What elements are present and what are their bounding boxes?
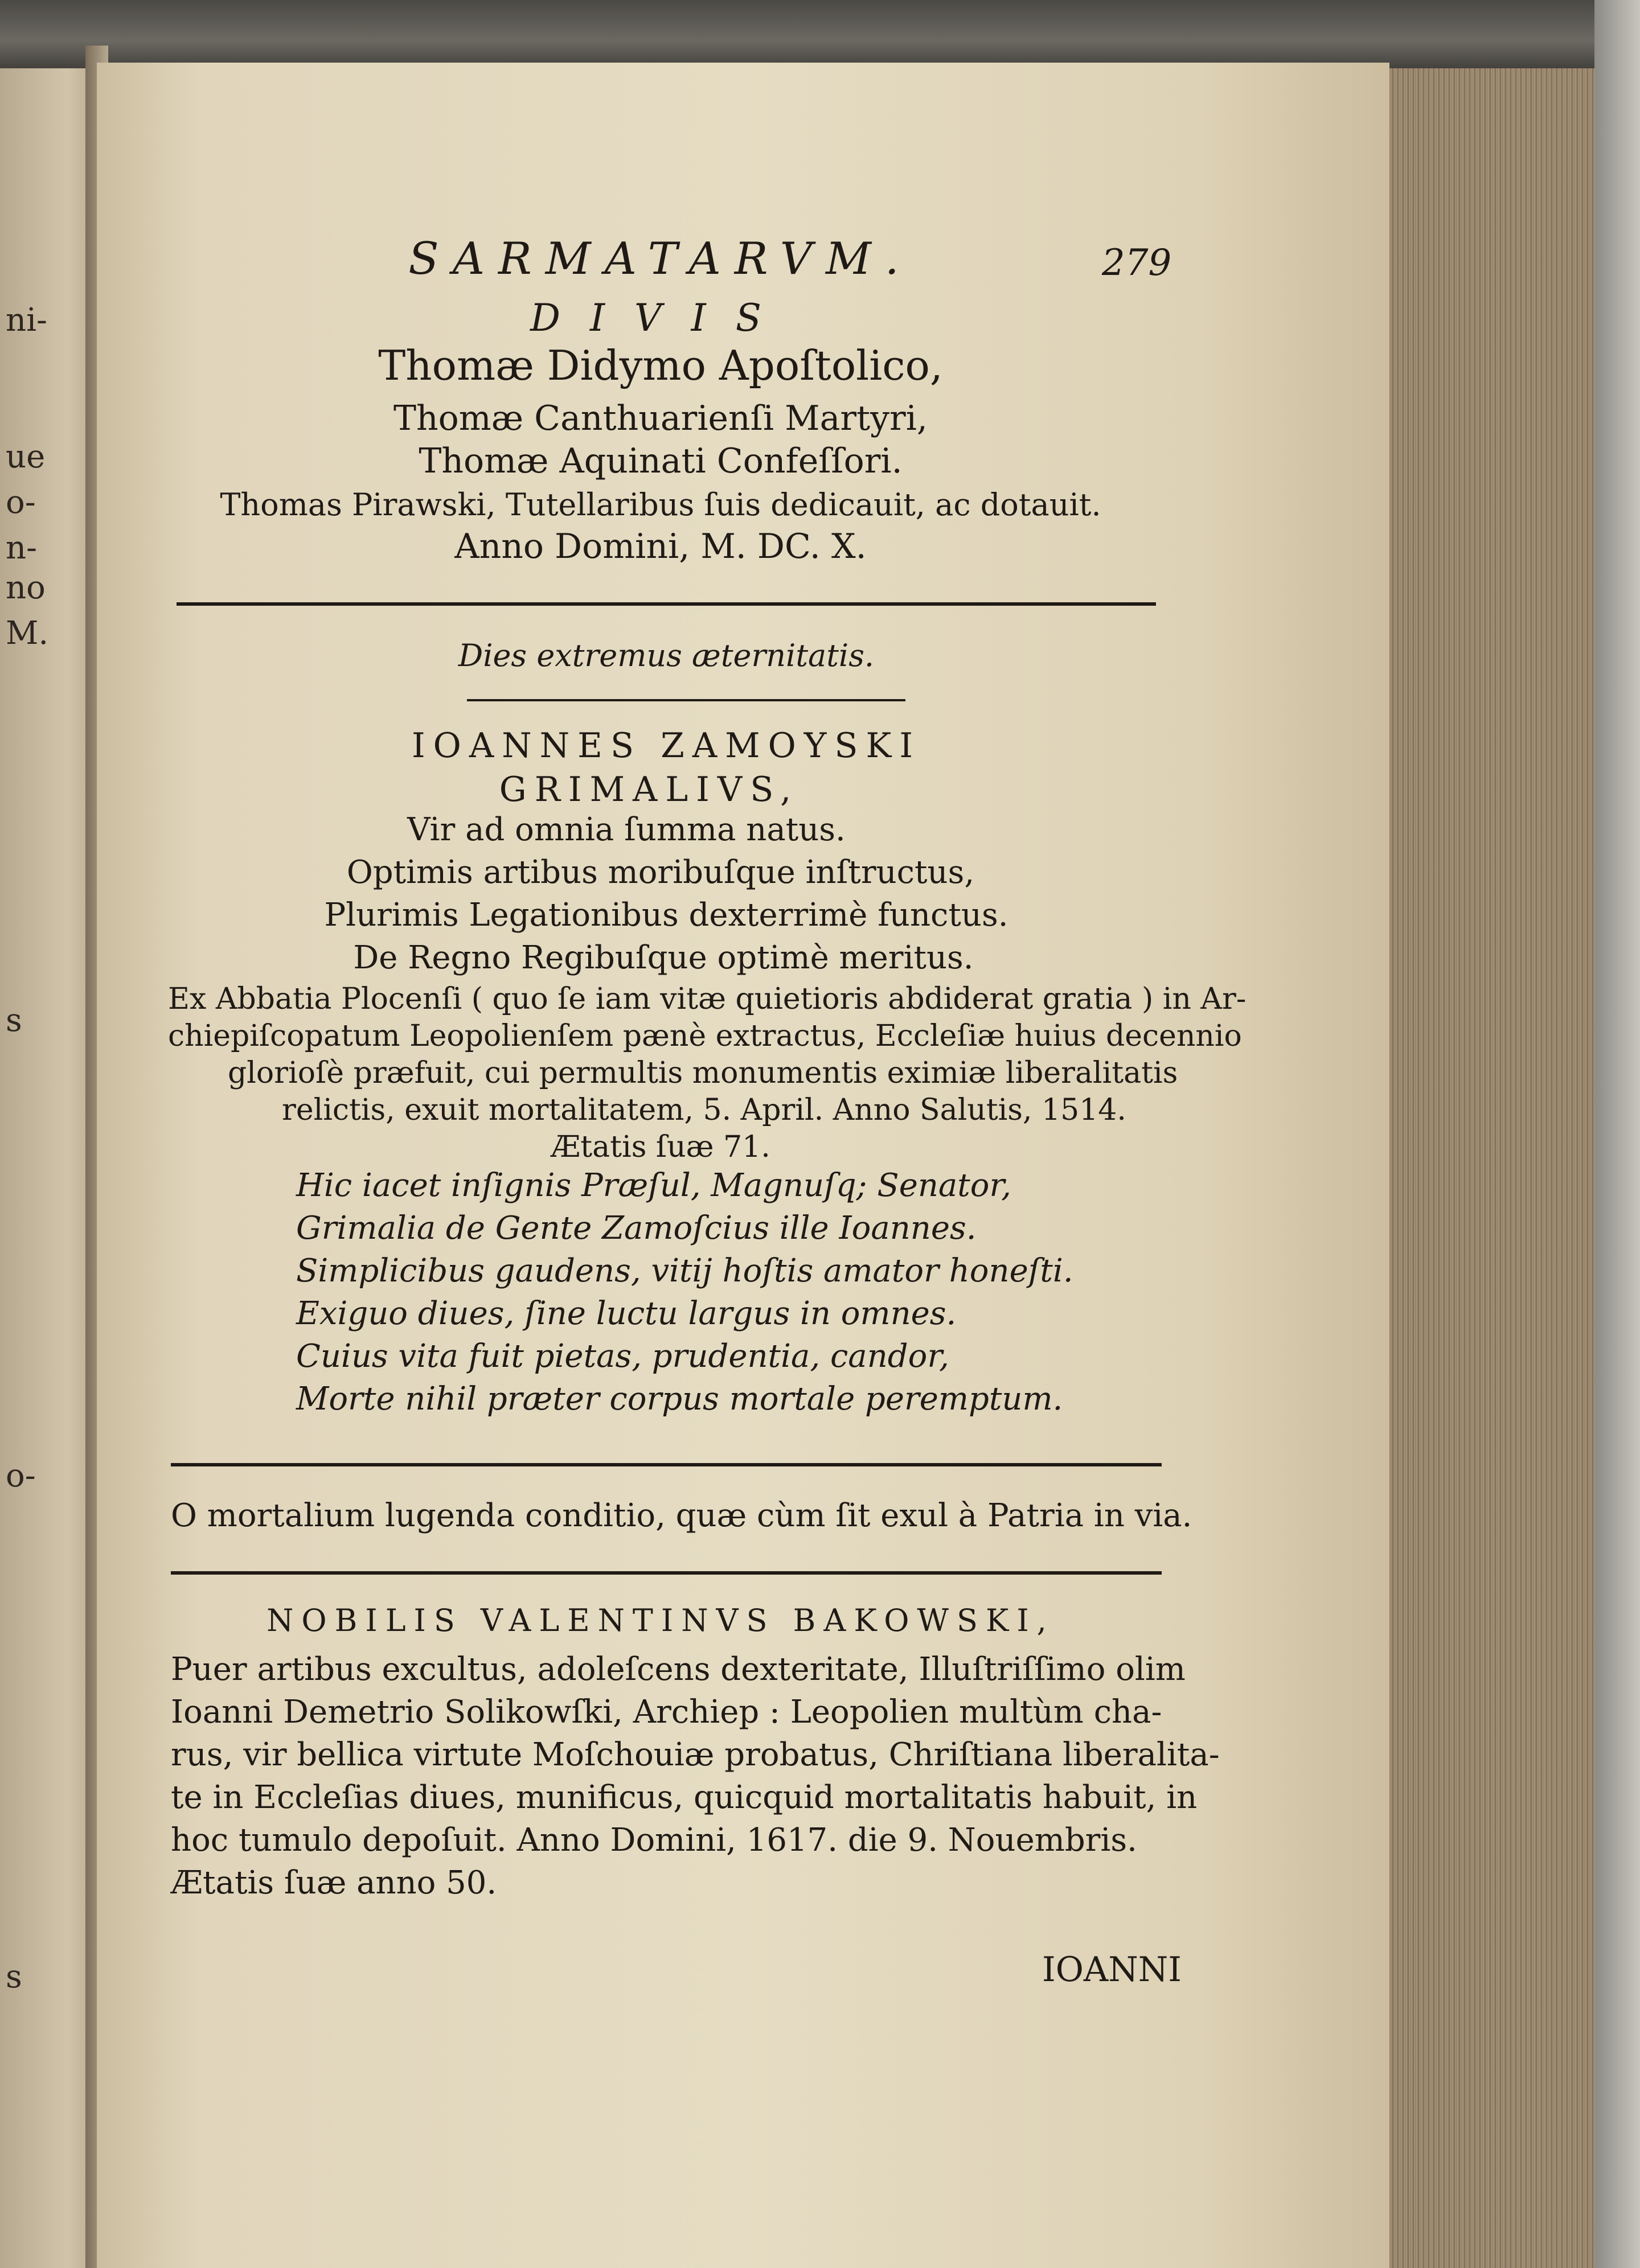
epitaph-prose: te in Eccleſias diues, munificus, quicquid mortalitatis habuit, in [171,1779,1198,1816]
epitaph-prose: Ioanni Demetrio Solikowſki, Archiep : Leopolien multùm cha- [171,1694,1162,1731]
epitaph-verse: Exiguo diues, ſine luctu largus in omnes. [296,1295,957,1332]
epitaph-name: NOBILIS VALENTINVS BAKOWSKI, [266,1603,1055,1638]
epitaph-verse: Hic iacet inſignis Præſul, Magnuſq; Senator, [296,1167,1011,1204]
epitaph-name: GRIMALIVS, [499,770,800,810]
epitaph-age: Ætatis ſuæ 71. [551,1130,770,1164]
left-fragment: o- [6,1457,36,1494]
epitaph-prose: hoc tumulo depoſuit. Anno Domini, 1617. die 9. Nouembris. [171,1822,1137,1859]
left-fragment: s [6,1958,22,1995]
dedication-line: Thomas Pirawski, Tutellaribus ſuis dedicauit, ac dotauit. [220,487,1101,523]
dedication-date: Anno Domini, M. DC. X. [454,527,867,566]
dedication-line: Thomæ Didymo Apoſtolico, [378,342,943,389]
epitaph-prose: Puer artibus excultus, adoleſcens dexteritate, Illuſtriſſimo olim [171,1651,1186,1688]
epitaph-age: Ætatis ſuæ anno 50. [171,1864,497,1901]
dedication-line: Thomæ Canthuarienſi Martyri, [393,398,928,438]
epitaph-line: Optimis artibus moribuſque inſtructus, [346,854,975,891]
left-fragment: o- [6,484,36,521]
section-rule [171,1571,1162,1575]
section-rule [171,1463,1162,1466]
dedication-line: Thomæ Aquinati Confeſſori. [419,441,903,481]
epitaph-verse: Morte nihil præter corpus mortale peremptum. [296,1380,1063,1418]
epitaph-line: De Regno Regibuſque optimè meritus. [353,939,974,976]
left-fragment: M. [6,615,49,652]
epitaph-verse: Simplicibus gaudens, vitij hoſtis amator honeſti. [296,1252,1073,1289]
dedication-divis: DIVIS [530,296,791,340]
epitaph-prose: relictis, exuit mortalitatem, 5. April. Anno Salutis, 1514. [282,1093,1126,1127]
epitaph-verse: Grimalia de Gente Zamoſcius ille Ioannes. [296,1210,977,1247]
left-fragment: no [6,569,46,606]
epitaph-line: Vir ad omnia ſumma natus. [407,811,846,848]
motto: O mortalium lugenda conditio, quæ cùm ſit exul à Patria in via. [171,1497,1192,1534]
motto: Dies extremus æternitatis. [458,638,875,673]
left-fragment: s [6,1002,22,1039]
epitaph-prose: glorioſè præfuit, cui permultis monumentis eximiæ liberalitatis [228,1056,1178,1090]
epitaph-name: IOANNES ZAMOYSKI [411,726,921,766]
epitaph-line: Plurimis Legationibus dexterrimè functus. [324,897,1008,934]
running-head: SARMATARVM. [408,233,913,285]
epitaph-prose: rus, vir bellica virtute Moſchouiæ probatus, Chriſtiana liberalita- [171,1736,1220,1773]
short-rule [467,699,905,701]
epitaph-verse: Cuius vita fuit pietas, prudentia, candor, [296,1338,949,1375]
epitaph-prose: chiepiſcopatum Leopolienſem pænè extractus, Eccleſiæ huius decennio [168,1019,1242,1053]
left-fragment: n- [6,529,37,566]
left-fragment: ni- [6,302,47,339]
page-number: 279 [1102,242,1172,284]
left-fragment: ue [6,438,46,475]
section-rule [177,602,1156,606]
epitaph-prose: Ex Abbatia Plocenſi ( quo ſe iam vitæ quietioris abdiderat gratia ) in Ar- [168,982,1247,1016]
catchword: IOANNI [1042,1950,1182,1990]
